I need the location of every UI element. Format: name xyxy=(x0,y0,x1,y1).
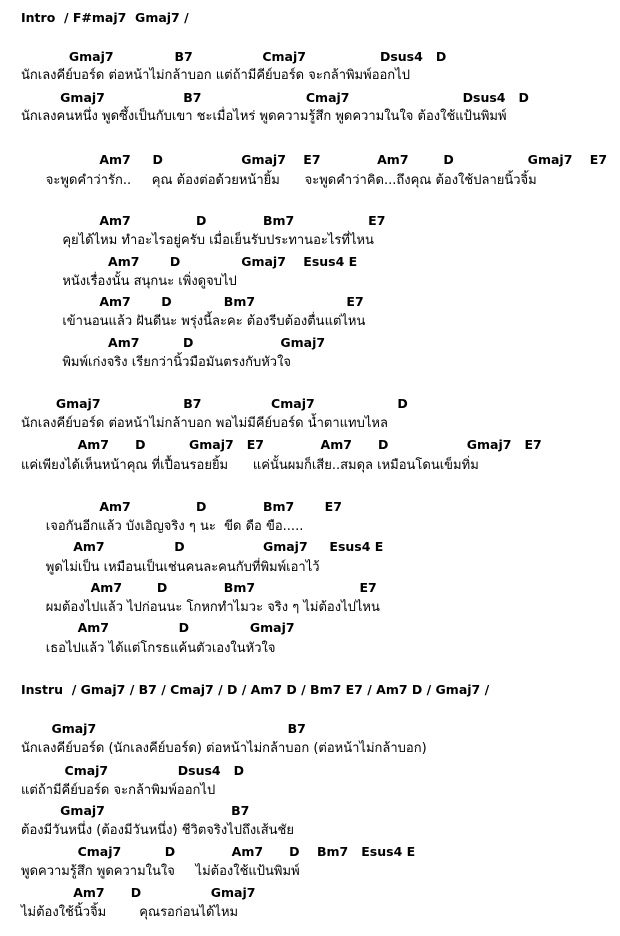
lyric-line: เข้านอนแล้ว ฝันดีนะ พรุ่งนี้ละคะ ต้องรีบต้องตื่นแต่ไหน xyxy=(21,314,366,329)
lyric-line: แค่เพียงได้เห็นหน้าคุณ ที่เปื้อนรอยยิ้ม แค่นั้นผมก็เสีย..สมดุล เหมือนโดนเข็มทิ่ม xyxy=(21,458,479,473)
lyric-line: เจอกันอีกแล้ว บังเอิญจริง ๆ นะ ขีด ดือ ขือ..... xyxy=(21,519,304,534)
chord-line: Gmaj7 B7 Cmaj7 D xyxy=(21,396,408,411)
lyric-line: จะพูดคำว่ารัก.. คุณ ต้องต่อด้วยหน้ายิ้ม จะพูดคำว่าคิด...ถึงคุณ ต้องใช้ปลายนิ้วจิ้ม xyxy=(21,173,537,188)
lyric-line: พูดความรู้สึก พูดความในใจ ไม่ต้องใช้แป้นพิมพ์ xyxy=(21,864,300,879)
lyric-line: หนังเรื่องนั้น สนุกนะ เพิ่งดูจบไป xyxy=(21,274,237,289)
instrumental-progression: Instru / Gmaj7 / B7 / Cmaj7 / D / Am7 D / Bm7 E7 / Am7 D / Gmaj7 / xyxy=(21,682,490,697)
chord-line: Cmaj7 D Am7 D Bm7 Esus4 E xyxy=(21,844,416,859)
chord-line: Am7 D Gmaj7 xyxy=(21,620,295,635)
lyric-line: นักเลงคีย์บอร์ด ต่อหน้าไม่กล้าบอก พอไม่มีคีย์บอร์ด น้ำตาแทบไหล xyxy=(21,416,388,431)
chord-line: Gmaj7 B7 Cmaj7 Dsus4 D xyxy=(21,49,447,64)
chord-line: Am7 D Gmaj7 xyxy=(21,335,326,350)
chord-line: Gmaj7 B7 xyxy=(21,721,306,736)
chord-line: Am7 D Gmaj7 E7 Am7 D Gmaj7 E7 xyxy=(21,437,542,452)
chord-line: Am7 D Bm7 E7 xyxy=(21,499,342,514)
chord-line: Gmaj7 B7 Cmaj7 Dsus4 D xyxy=(21,90,529,105)
chord-line: Am7 D Bm7 E7 xyxy=(21,294,364,309)
lyric-line: ไม่ต้องใช้นิ้วจิ้ม คุณรอก่อนได้ไหม xyxy=(21,905,239,920)
lyric-line: นักเลงคีย์บอร์ด (นักเลงคีย์บอร์ด) ต่อหน้าไม่กล้าบอก (ต่อหน้าไม่กล้าบอก) xyxy=(21,741,427,756)
chord-line: Am7 D Bm7 E7 xyxy=(21,213,386,228)
lyric-line: แต่ถ้ามีคีย์บอร์ด จะกล้าพิมพ์ออกไป xyxy=(21,783,216,798)
chord-line: Cmaj7 Dsus4 D xyxy=(21,763,245,778)
intro-progression: Intro / F#maj7 Gmaj7 / xyxy=(21,10,189,25)
chord-line: Am7 D Gmaj7 E7 Am7 D Gmaj7 E7 xyxy=(21,152,608,167)
chord-line: Am7 D Gmaj7 xyxy=(21,885,256,900)
chord-line: Gmaj7 B7 xyxy=(21,803,250,818)
chord-line: Am7 D Gmaj7 Esus4 E xyxy=(21,254,358,269)
lyric-line: นักเลงคีย์บอร์ด ต่อหน้าไม่กล้าบอก แต่ถ้ามีคีย์บอร์ด จะกล้าพิมพ์ออกไป xyxy=(21,68,410,83)
lyric-line: ผมต้องไปแล้ว ไปก่อนนะ โกหกทำไมวะ จริง ๆ ไม่ต้องไปไหน xyxy=(21,600,380,615)
lyric-line: ต้องมีวันหนึ่ง (ต้องมีวันหนึ่ง) ชีวิตจริงไปถึงเส้นชัย xyxy=(21,823,294,838)
lyric-line: นักเลงคนหนึ่ง พูดซึ้งเป็นกับเขา ชะเมื่อไหร่ พูดความรู้สึก พูดความในใจ ต้องใช้แป้นพิมพ์ xyxy=(21,109,507,124)
lyric-line: พูดไม่เป็น เหมือนเป็นเช่นคนละคนกับที่พิมพ์เอาไว้ xyxy=(21,560,320,575)
chord-line: Am7 D Bm7 E7 xyxy=(21,580,377,595)
lyric-line: เธอไปแล้ว ได้แต่โกรธแค้นตัวเองในหัวใจ xyxy=(21,641,276,656)
lyric-line: พิมพ์เก่งจริง เรียกว่านิ้วมือมันตรงกับหัวใจ xyxy=(21,355,292,370)
lyric-line: คุยได้ไหม ทำอะไรอยู่ครับ เมื่อเย็นรับประทานอะไรที่ไหน xyxy=(21,233,374,248)
chord-line: Am7 D Gmaj7 Esus4 E xyxy=(21,539,384,554)
